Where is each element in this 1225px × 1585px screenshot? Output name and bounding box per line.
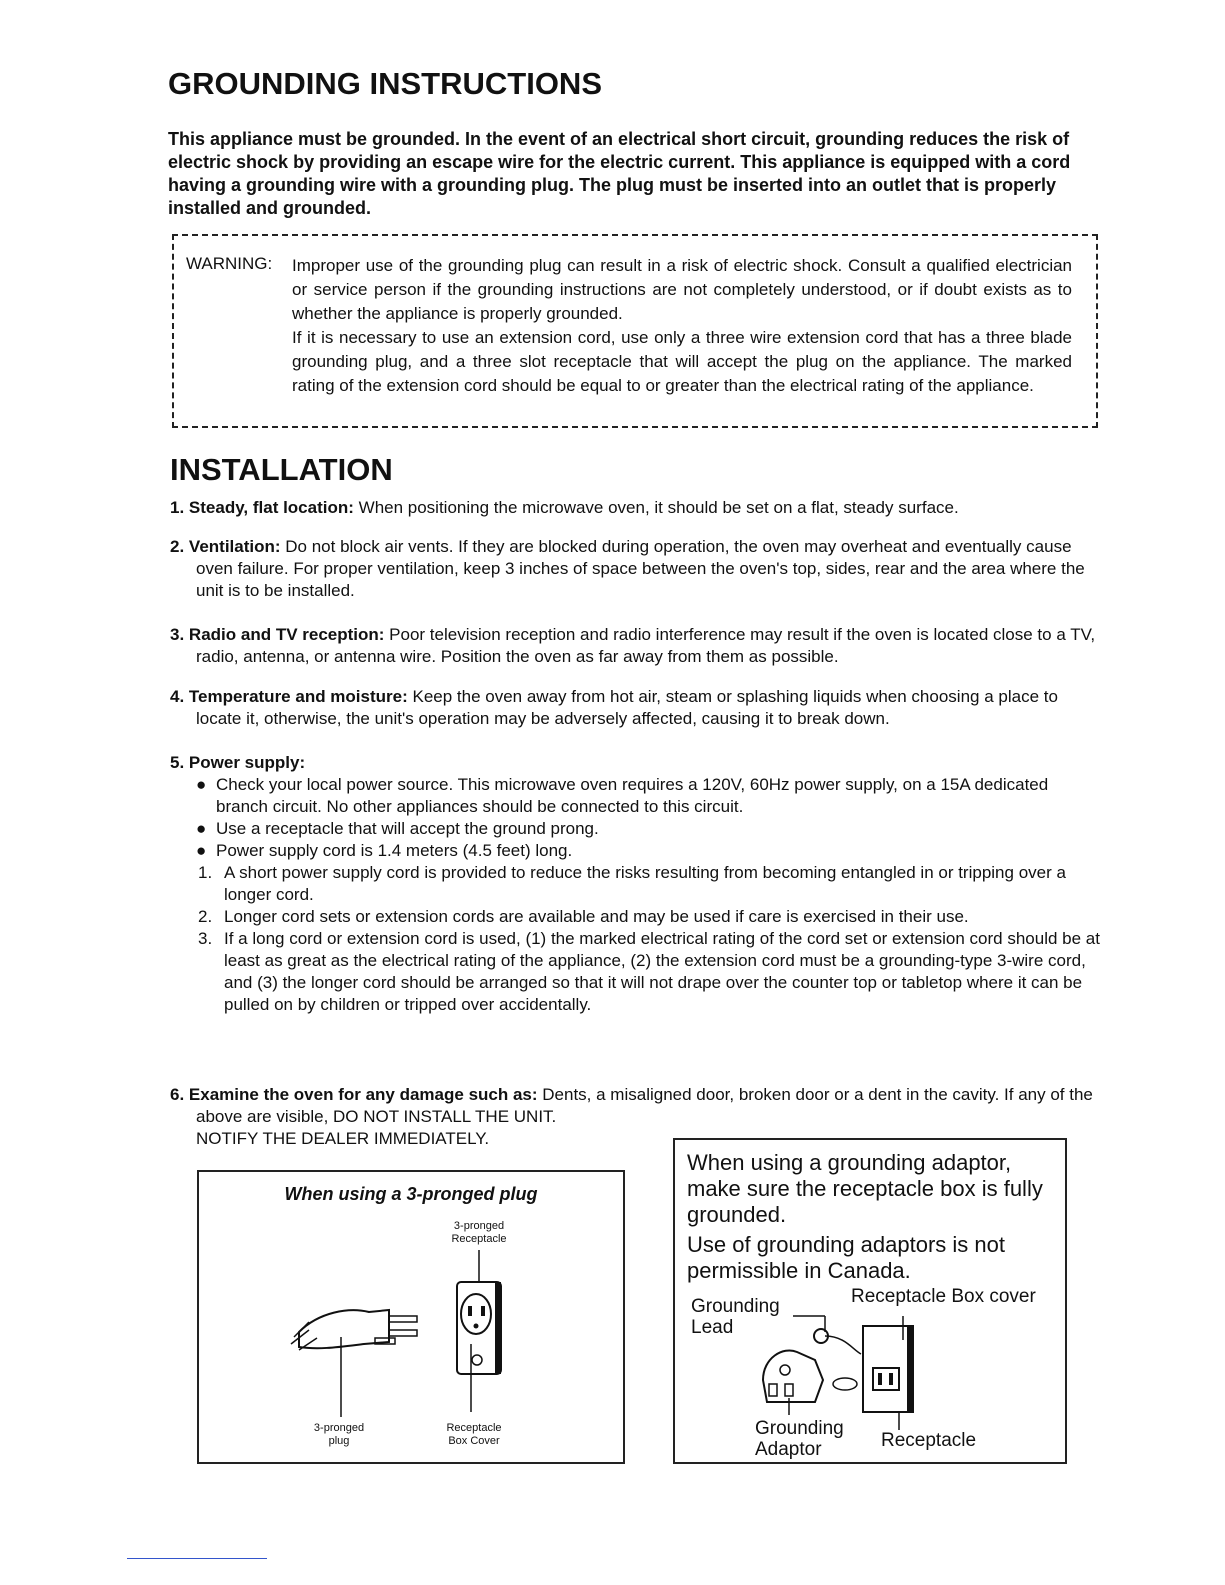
label-grounding-adaptor: Grounding Adaptor	[755, 1418, 844, 1460]
plug-illustration	[199, 1172, 623, 1462]
figure-3-pronged-plug	[197, 1170, 625, 1464]
item-heading: Ventilation:	[188, 537, 281, 556]
item-number: 3.	[170, 625, 185, 644]
grounding-heading: GROUNDING INSTRUCTIONS	[168, 66, 602, 101]
bullet-item: ● Power supply cord is 1.4 meters (4.5 feet) long.	[196, 841, 573, 860]
adaptor-notice-text-1: When using a grounding adaptor, make sure the receptacle box is fully grounded.	[687, 1150, 1043, 1227]
figure-label: Receptacle Box Cover	[446, 1422, 502, 1447]
install-item-4	[170, 686, 1100, 730]
numbered-item: 2. Longer cord sets or extension cords are available and may be used if care is exercised in their use.	[198, 907, 969, 926]
installation-heading: INSTALLATION	[170, 452, 393, 487]
item-number: 5.	[170, 753, 185, 772]
item-text: Dents, a misaligned door, broken door or a dent in the cavity. If any of the above are visible, DO NOT INSTALL THE UNIT.	[196, 1085, 1093, 1126]
figure-grounding-adaptor	[673, 1138, 1067, 1464]
item-heading: Temperature and moisture:	[188, 687, 408, 706]
install-item-5	[170, 752, 1100, 1016]
install-item-2	[170, 536, 1100, 602]
figure-title: When using a 3-pronged plug	[284, 1184, 538, 1204]
grounding-intro-text: This appliance must be grounded. In the event of an electrical short circuit, grounding reduces the risk of electric shock by providing an escape wire for the electric current. This appliance is equipped with a cord having a grounding wire with a grounding plug. The plug must be inserted into an outlet that is properly installed and grounded.	[168, 129, 1071, 218]
item-text: Do not block air vents. If they are blocked during operation, the oven may overheat and eventually cause oven failure. For proper ventilation, keep 3 inches of space between the oven's top, sides, rear and the area where the unit is to be installed.	[196, 537, 1085, 600]
item-number: 6.	[170, 1085, 185, 1104]
grounding-intro	[168, 128, 1098, 220]
adaptor-notice-text-2: Use of grounding adaptors is not permissible in Canada.	[687, 1232, 1005, 1283]
item-heading: Power supply:	[188, 753, 306, 772]
bullet-item: ● Check your local power source. This microwave oven requires a 120V, 60Hz power supply, on a 15A dedicated branch circuit. No other appliances should be connected to this circuit.	[196, 775, 1049, 816]
numbered-item: 1. A short power supply cord is provided to reduce the risks resulting from becoming entangled in or tripping over a longer cord.	[198, 863, 1066, 904]
numbered-item: 3. If a long cord or extension cord is used, (1) the marked electrical rating of the cord set or extension cord should be at least as great as the electrical rating of the appliance, (2) the extension cord must be a grounding-type 3-wire cord, and (3) the longer cord should be arranged so that it will not drape over the counter top or tabletop where it can be pulled on by children or tripped over accidentally.	[198, 929, 1100, 1014]
power-numbered	[170, 862, 1100, 1016]
item-number: 4.	[170, 687, 185, 706]
install-item-1	[170, 497, 1100, 519]
label-receptacle: Receptacle	[881, 1430, 977, 1451]
item-text: Keep the oven away from hot air, steam or splashing liquids when choosing a place to locate it, otherwise, the unit's operation may be adversely affected, causing it to break down.	[196, 687, 1058, 728]
item-heading: Steady, flat location:	[188, 498, 354, 517]
item-heading: Radio and TV reception:	[188, 625, 385, 644]
figure-label: 3-pronged Receptacle	[451, 1220, 507, 1245]
item-heading: Examine the oven for any damage such as:	[188, 1085, 538, 1104]
label-receptacle-box-cover: Receptacle Box cover	[851, 1286, 1036, 1307]
item-number: 1.	[170, 498, 185, 517]
label-grounding-lead: Grounding Lead	[691, 1296, 780, 1338]
warning-body	[292, 254, 1072, 398]
item-number: 2.	[170, 537, 185, 556]
footer-rule	[127, 1558, 267, 1559]
install-item-3	[170, 624, 1100, 668]
item-text: Poor television reception and radio interference may result if the oven is located close to a TV, radio, antenna, or antenna wire. Position the oven as far away from them as possible.	[196, 625, 1096, 666]
power-bullets	[170, 774, 1100, 862]
warning-label: WARNING:	[186, 254, 273, 273]
figure-label: 3-pronged plug	[313, 1422, 365, 1447]
warning-paragraph-1: Improper use of the grounding plug can result in a risk of electric shock. Consult a qualified electrician or service person if the grounding instructions are not completely understood, or if doubt exists as to whether the appliance is properly grounded.	[292, 256, 1072, 323]
bullet-item: ● Use a receptacle that will accept the ground prong.	[196, 819, 599, 838]
warning-paragraph-2: If it is necessary to use an extension cord, use only a three wire extension cord that has a three blade grounding plug, and a three slot receptacle that will accept the plug on the appliance. The marked rating of the extension cord should be equal to or greater than the electrical rating of the appliance.	[292, 328, 1072, 395]
notify-dealer-text: NOTIFY THE DEALER IMMEDIATELY.	[196, 1129, 490, 1148]
item-text: When positioning the microwave oven, it should be set on a flat, steady surface.	[353, 498, 959, 517]
